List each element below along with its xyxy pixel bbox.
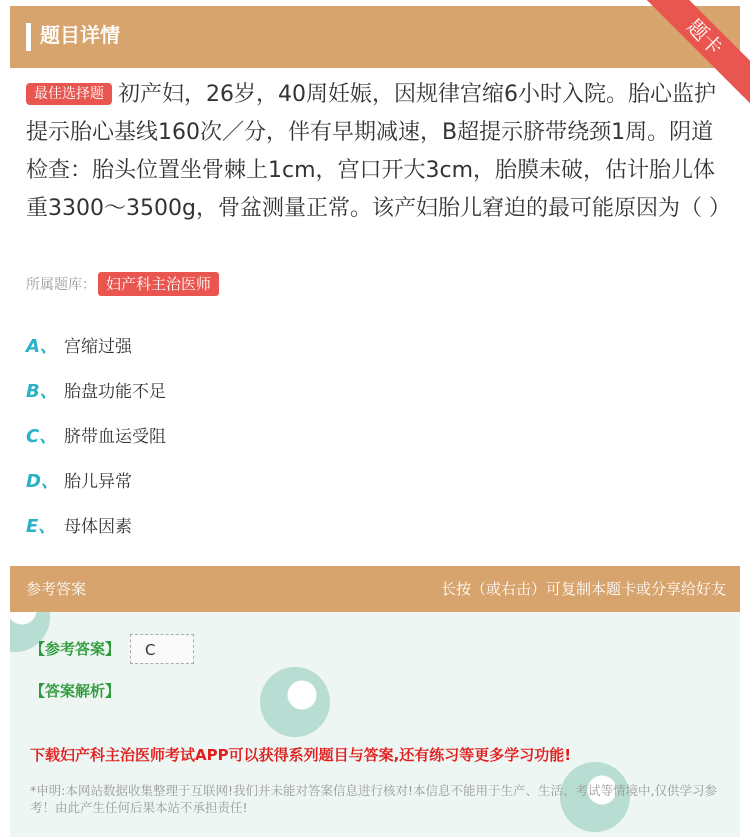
- library-tag[interactable]: 妇产科主治医师: [98, 272, 219, 296]
- reference-answer-label: 【参考答案】: [30, 640, 121, 658]
- answer-body: [10, 612, 740, 837]
- option-a[interactable]: [26, 322, 166, 367]
- library-label: 所属题库：: [26, 277, 96, 293]
- header-accent-bar: [26, 23, 31, 51]
- option-letter: B、: [26, 380, 58, 402]
- ribbon-label: 题卡: [640, 0, 750, 108]
- option-d[interactable]: [26, 457, 166, 502]
- disclaimer-text: *申明:本网站数据收集整理于互联网!我们并未能对答案信息进行核对!本信息不能用于生产、生活、考试等情境中,仅供学习参考！由此产生任何后果本站不承担责任!: [30, 783, 717, 815]
- option-b[interactable]: [26, 367, 166, 412]
- option-text: 胎盘功能不足: [64, 382, 166, 402]
- header-title: 题目详情: [40, 23, 120, 47]
- question-block: [26, 76, 731, 228]
- app-promo-link[interactable]: 下载妇产科主治医师考试APP可以获得系列题目与答案,还有练习等更多学习功能!: [30, 746, 572, 764]
- question-type-tag: 最佳选择题: [26, 83, 112, 105]
- option-e[interactable]: [26, 502, 166, 547]
- watermark-logo-icon: [260, 667, 330, 737]
- option-letter: C、: [26, 425, 58, 447]
- answer-header: [10, 566, 740, 612]
- answer-header-title: 参考答案: [26, 580, 87, 598]
- detail-header: [10, 6, 740, 68]
- options-list: [26, 322, 166, 547]
- option-letter: E、: [26, 515, 57, 537]
- share-hint: 长按（或右击）可复制本题卡或分享给好友: [440, 580, 726, 598]
- option-text: 宫缩过强: [64, 337, 132, 357]
- option-text: 母体因素: [64, 517, 132, 537]
- analysis-label: 【答案解析】: [30, 682, 121, 700]
- option-letter: A、: [26, 335, 58, 357]
- question-text: 初产妇，26岁，40周妊娠，因规律宫缩6小时入院。胎心监护提示胎心基线160次／分，伴有早期减速，B超提示脐带绕颈1周。阴道检查：胎头位置坐骨棘上1cm，宫口开大3cm，胎膜未破，估计胎儿体重3300～3500g，骨盆测量正常。该产妇胎儿窘迫的最可能原因为（ ）: [26, 82, 731, 221]
- option-letter: D、: [26, 470, 59, 492]
- reference-answer-value: C: [130, 634, 194, 664]
- library-row: [26, 272, 219, 297]
- option-c[interactable]: [26, 412, 166, 457]
- option-text: 脐带血运受阻: [64, 427, 166, 447]
- option-text: 胎儿异常: [64, 472, 132, 492]
